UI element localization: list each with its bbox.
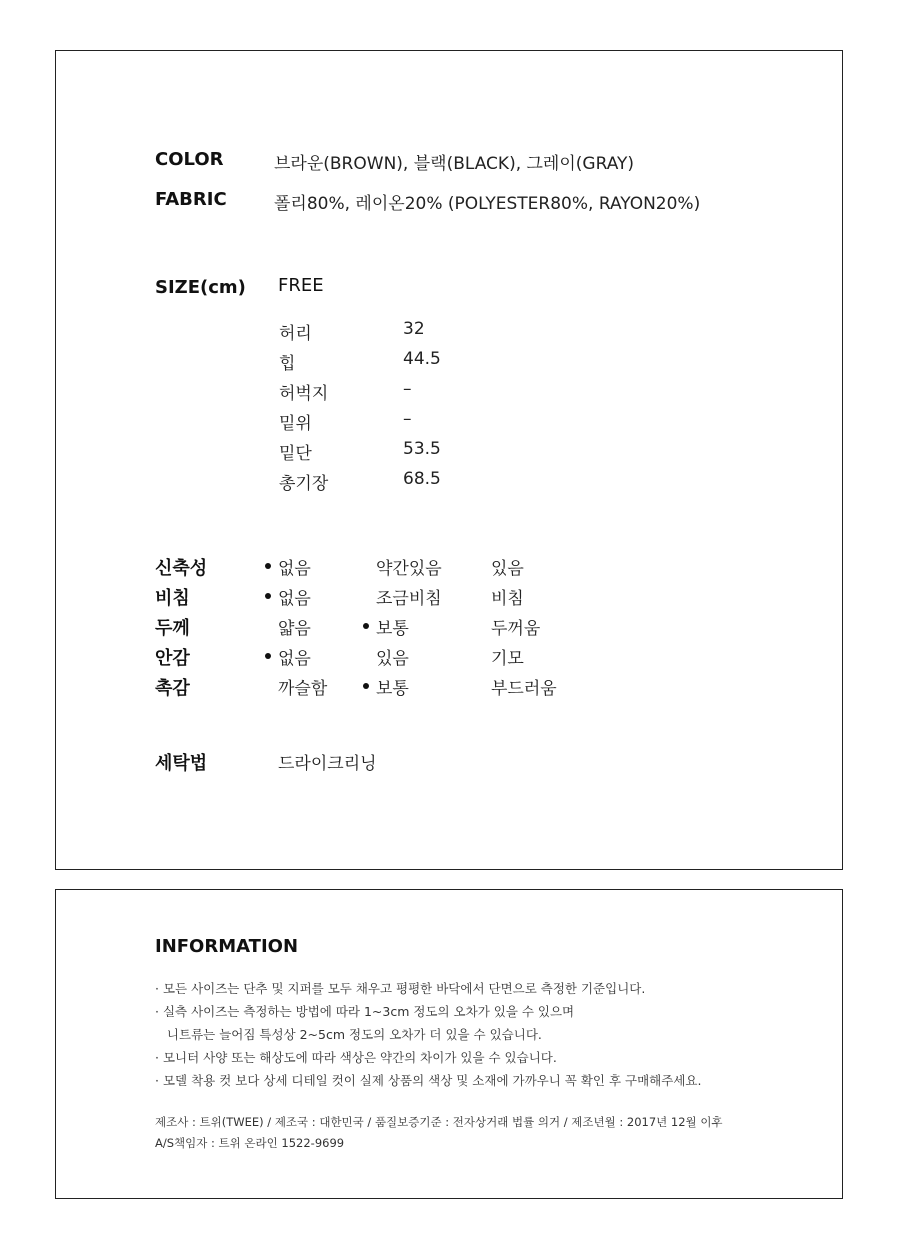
property-option: 있음 bbox=[491, 559, 524, 579]
size-row-name: 총기장 bbox=[279, 474, 329, 494]
size-row-name: 밑위 bbox=[279, 414, 312, 434]
size-row-value: 32 bbox=[403, 319, 425, 339]
size-row-value: 44.5 bbox=[403, 349, 441, 369]
fabric-value: 폴리80%, 레이온20% (POLYESTER80%, RAYON20%) bbox=[274, 194, 701, 214]
size-row-name: 허리 bbox=[279, 324, 312, 344]
information-note: 니트류는 늘어짐 특성상 2~5cm 정도의 오차가 더 있을 수 있습니다. bbox=[155, 1027, 542, 1042]
property-label: 신축성 bbox=[155, 558, 208, 579]
property-option: 없음 bbox=[278, 649, 311, 669]
size-row-value: 68.5 bbox=[403, 469, 441, 489]
size-name: FREE bbox=[278, 275, 324, 296]
footer-as-contact: A/S책임자 : 트위 온라인 1522-9699 bbox=[155, 1136, 345, 1150]
property-option: 부드러움 bbox=[491, 679, 557, 699]
size-row-name: 허벅지 bbox=[279, 384, 329, 404]
information-note: · 모니터 사양 또는 해상도에 따라 색상은 약간의 차이가 있을 수 있습니다. bbox=[155, 1050, 557, 1065]
property-option: 없음 bbox=[278, 589, 311, 609]
property-label: 두께 bbox=[155, 618, 190, 639]
property-option: 기모 bbox=[491, 649, 524, 669]
property-option: 조금비침 bbox=[376, 589, 442, 609]
property-option: 보통 bbox=[376, 619, 409, 639]
property-option: 보통 bbox=[376, 679, 409, 699]
size-row-value: – bbox=[403, 409, 412, 429]
selected-dot-icon bbox=[363, 683, 369, 689]
information-note: · 모델 착용 컷 보다 상세 디테일 컷이 실제 상품의 색상 및 소재에 가까우니 꼭 확인 후 구매해주세요. bbox=[155, 1073, 702, 1088]
size-row-name: 힙 bbox=[279, 354, 296, 374]
size-row-value: – bbox=[403, 379, 412, 399]
selected-dot-icon bbox=[363, 623, 369, 629]
information-note: · 실측 사이즈는 측정하는 방법에 따라 1~3cm 정도의 오차가 있을 수 있으며 bbox=[155, 1004, 575, 1019]
property-label: 비침 bbox=[155, 588, 190, 609]
size-label: SIZE(cm) bbox=[155, 277, 246, 298]
property-label: 안감 bbox=[155, 648, 190, 669]
property-option: 비침 bbox=[491, 589, 524, 609]
property-option: 얇음 bbox=[278, 619, 311, 639]
property-option: 약간있음 bbox=[376, 559, 442, 579]
size-row-value: 53.5 bbox=[403, 439, 441, 459]
property-option: 두꺼움 bbox=[491, 619, 541, 639]
property-option: 없음 bbox=[278, 559, 311, 579]
property-label: 촉감 bbox=[155, 678, 190, 699]
color-value: 브라운(BROWN), 블랙(BLACK), 그레이(GRAY) bbox=[274, 154, 635, 174]
information-title: INFORMATION bbox=[155, 936, 299, 957]
information-note: · 모든 사이즈는 단추 및 지퍼를 모두 채우고 평평한 바닥에서 단면으로 측정한 기준입니다. bbox=[155, 981, 646, 996]
property-option: 있음 bbox=[376, 649, 409, 669]
selected-dot-icon bbox=[265, 653, 271, 659]
color-label: COLOR bbox=[155, 149, 224, 170]
wash-value: 드라이크리닝 bbox=[278, 754, 377, 774]
selected-dot-icon bbox=[265, 563, 271, 569]
property-option: 까슬함 bbox=[278, 679, 328, 699]
selected-dot-icon bbox=[265, 593, 271, 599]
size-row-name: 밑단 bbox=[279, 444, 312, 464]
footer-manufacturer: 제조사 : 트위(TWEE) / 제조국 : 대한민국 / 품질보증기준 : 전자상거래 법률 의거 / 제조년월 : 2017년 12월 이후 bbox=[155, 1115, 723, 1129]
fabric-label: FABRIC bbox=[155, 189, 227, 210]
wash-label: 세탁법 bbox=[155, 753, 208, 774]
